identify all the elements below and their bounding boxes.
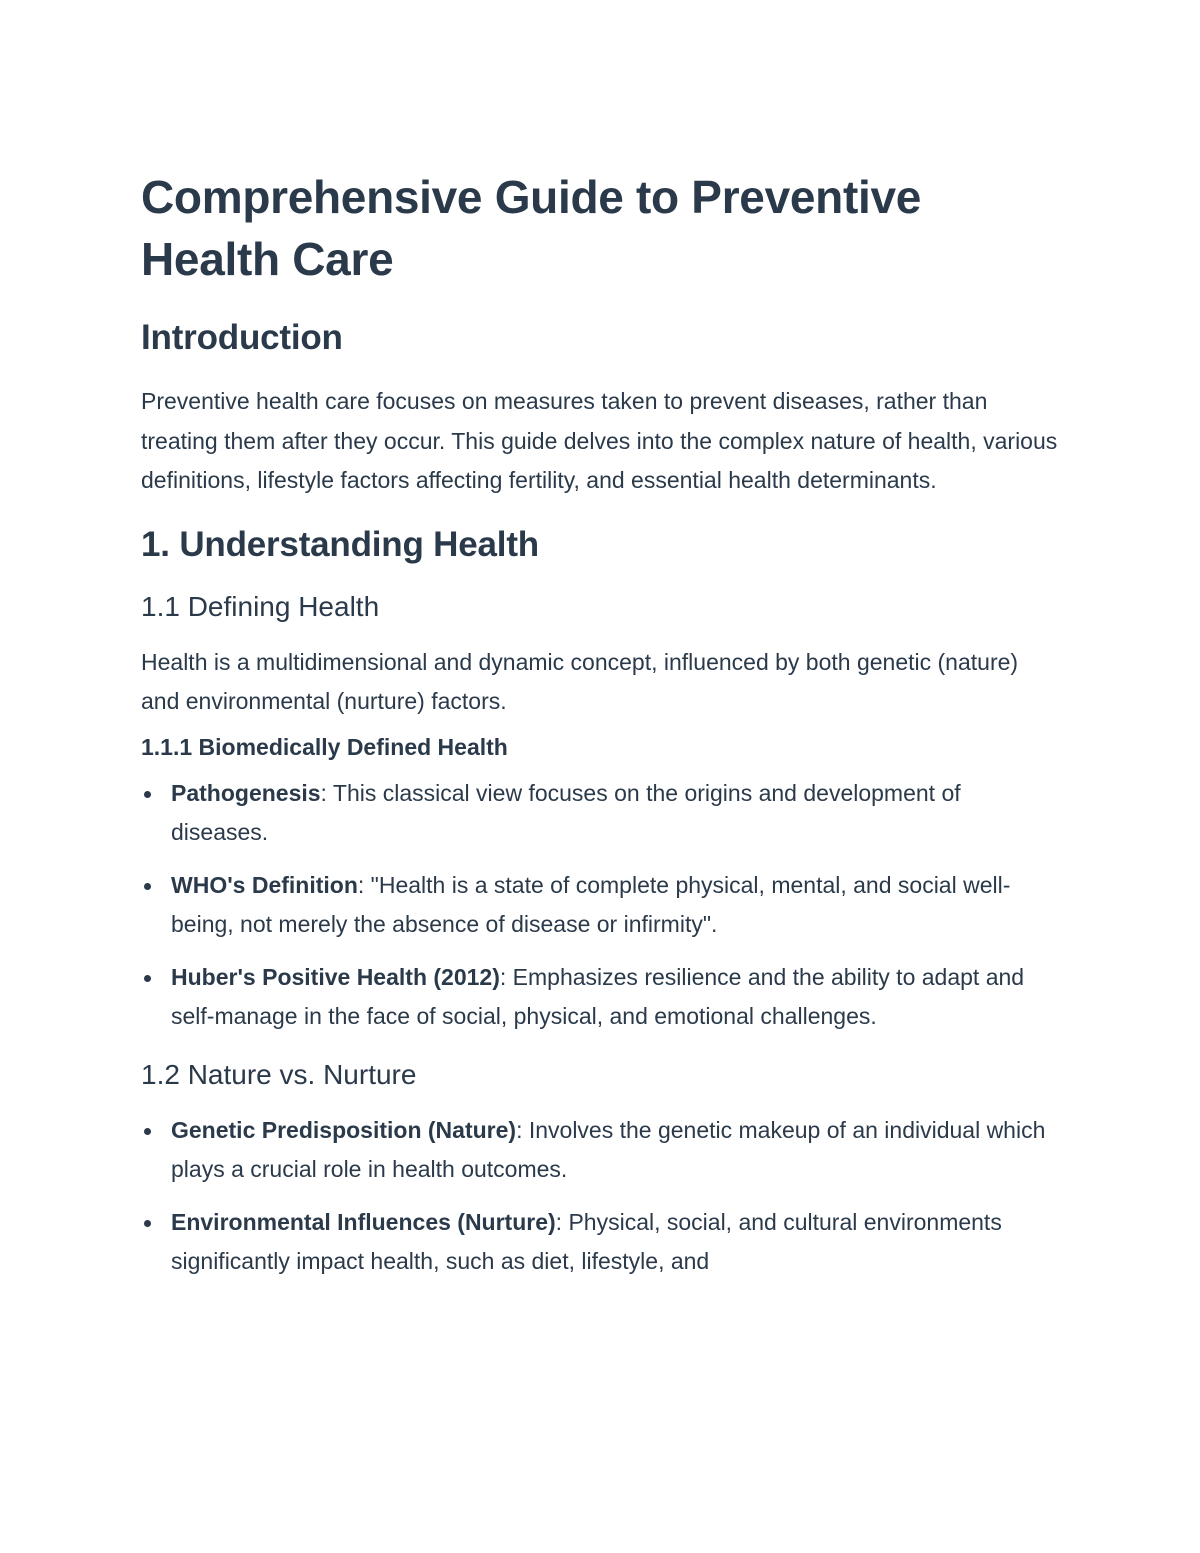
list-item: [141, 1203, 1061, 1282]
list-item: [141, 1111, 1061, 1190]
biomedical-definitions-list: [141, 774, 1061, 1037]
document-page: [141, 166, 1061, 1302]
section-1-1-heading: 1.1 Defining Health: [141, 590, 380, 622]
bullet-icon: [144, 1220, 151, 1227]
list-item-term: Huber's Positive Health (2012): [171, 963, 500, 990]
list-item-term: WHO's Definition: [171, 871, 358, 898]
section-1-1-paragraph: Health is a multidimensional and dynamic concept, influenced by both genetic (nature) and environmental (nurture) factors.: [141, 648, 1019, 714]
bullet-icon: [144, 975, 151, 982]
list-item-term: Genetic Predisposition (Nature): [171, 1116, 517, 1143]
list-item-text: : This classical view focuses on the origins and development of diseases.: [171, 779, 961, 845]
list-item: [141, 866, 1061, 945]
introduction-heading: Introduction: [141, 318, 343, 357]
list-item-text: : "Health is a state of complete physical, mental, and social well-being, not merely the absence of disease or infirmity".: [171, 871, 1011, 937]
list-item-text: : Involves the genetic makeup of an individual which plays a crucial role in health outcomes.: [171, 1116, 1046, 1182]
list-item-term: Pathogenesis: [171, 779, 321, 806]
nature-nurture-list: [141, 1111, 1061, 1282]
section-1-2-heading: 1.2 Nature vs. Nurture: [141, 1058, 417, 1090]
introduction-paragraph: Preventive health care focuses on measures taken to prevent diseases, rather than treating them after they occur. This guide delves into the complex nature of health, various definitions, lifestyle factors affecting fertility, and essential health determinants.: [141, 388, 1058, 493]
list-item-term: Environmental Influences (Nurture): [171, 1208, 556, 1235]
list-item-text: : Physical, social, and cultural environments significantly impact health, such as diet, lifestyle, and: [171, 1208, 1002, 1274]
bullet-icon: [144, 791, 151, 798]
list-item: [141, 958, 1061, 1037]
bullet-icon: [144, 883, 151, 890]
section-1-heading: 1. Understanding Health: [141, 524, 539, 564]
bullet-icon: [144, 1128, 151, 1135]
document-title: Comprehensive Guide to Preventive Health Care: [141, 171, 922, 285]
list-item: [141, 774, 1061, 853]
section-1-1-1-heading: 1.1.1 Biomedically Defined Health: [141, 733, 508, 760]
list-item-text: : Emphasizes resilience and the ability to adapt and self-manage in the face of social, physical, and emotional challenges.: [171, 963, 1025, 1029]
